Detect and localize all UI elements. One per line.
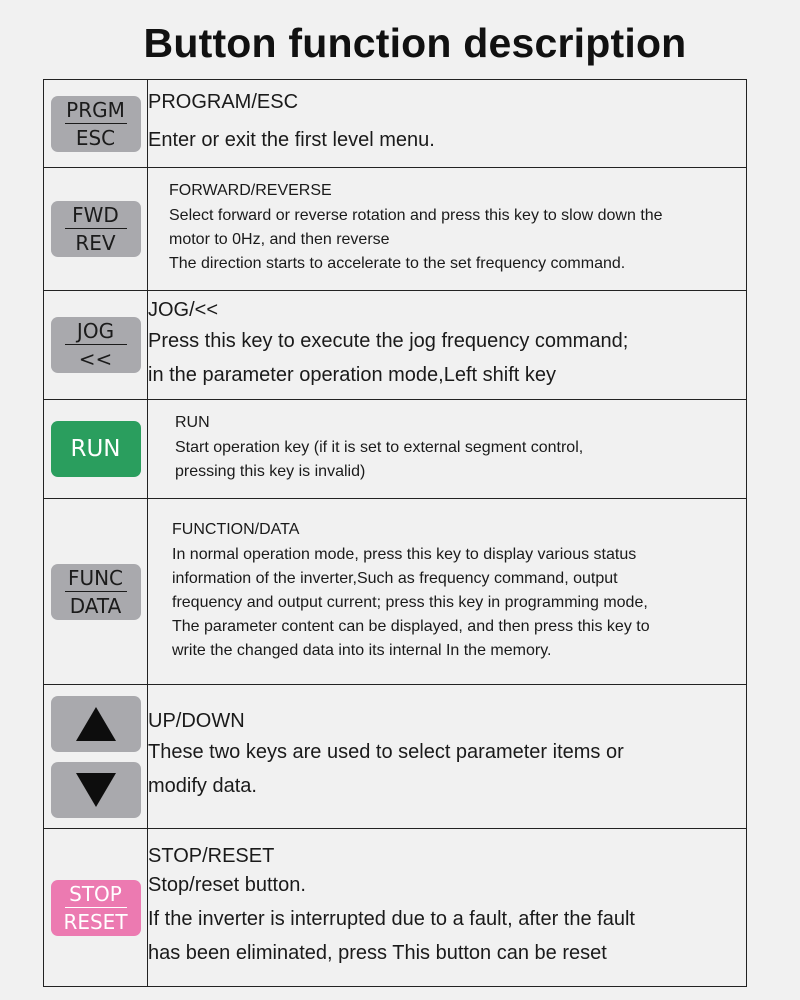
table-row <box>44 80 747 168</box>
row-text-line: Press this key to execute the jog frequency command; <box>148 329 629 352</box>
row-heading: JOG/<< <box>148 298 219 321</box>
key-label: RUN <box>70 435 121 462</box>
description-cell <box>148 168 747 291</box>
row-text-line: Stop/reset button. <box>148 874 306 896</box>
key-bottom-label: ESC <box>75 125 116 150</box>
key-cell <box>44 499 148 685</box>
down-arrow-icon <box>74 771 118 809</box>
row-text-line: The direction starts to accelerate to the set frequency command. <box>169 255 626 272</box>
row-heading: STOP/RESET <box>148 845 275 867</box>
row-text-line: in the parameter operation mode,Left shift key <box>148 363 557 386</box>
key-top-label: JOG <box>76 319 115 343</box>
description-cell <box>148 685 747 829</box>
jog-key <box>51 317 141 373</box>
key-top-label: PRGM <box>66 97 125 122</box>
row-text-line: write the changed data into its internal In the memory. <box>172 641 552 659</box>
row-text-line: The parameter content can be displayed, and then press this key to <box>172 617 650 635</box>
row-text-line: These two keys are used to select parameter items or <box>148 741 624 763</box>
run-key <box>51 421 141 477</box>
key-cell <box>44 80 148 168</box>
key-cell <box>44 829 148 987</box>
table-row <box>44 400 747 499</box>
prgm-esc-key <box>51 96 141 152</box>
key-cell <box>44 685 148 829</box>
key-divider <box>65 344 127 345</box>
row-heading: UP/DOWN <box>148 710 245 732</box>
row-heading: FORWARD/REVERSE <box>169 182 332 199</box>
description-cell <box>148 829 747 987</box>
func-data-key <box>51 564 141 620</box>
description-cell <box>148 400 747 499</box>
key-top-label: FUNC <box>67 565 124 590</box>
key-cell <box>44 168 148 291</box>
description-cell <box>148 291 747 400</box>
key-divider <box>65 123 127 124</box>
row-text-line: Select forward or reverse rotation and press this key to slow down the <box>169 207 663 224</box>
row-heading: PROGRAM/ESC <box>148 90 299 113</box>
down-key <box>51 762 141 818</box>
key-cell <box>44 291 148 400</box>
row-text-line: In normal operation mode, press this key to display various status <box>172 545 637 563</box>
table-row <box>44 499 747 685</box>
row-text-line: modify data. <box>148 775 257 797</box>
key-top-label: STOP <box>69 881 122 906</box>
up-arrow-icon <box>74 705 118 743</box>
table-row <box>44 168 747 291</box>
row-text-line: pressing this key is invalid) <box>175 463 366 480</box>
key-bottom-label: REV <box>75 231 116 255</box>
row-heading: FUNCTION/DATA <box>172 520 300 538</box>
key-divider <box>65 228 127 229</box>
key-bottom-label: << <box>78 347 113 371</box>
row-text-line: has been eliminated, press This button can be reset <box>148 942 607 964</box>
stop-reset-key <box>51 880 141 936</box>
row-text-line: Start operation key (if it is set to external segment control, <box>175 439 584 456</box>
key-top-label: FWD <box>72 203 119 227</box>
description-cell <box>148 80 747 168</box>
table-row <box>44 685 747 829</box>
row-heading: RUN <box>175 414 210 431</box>
row-text-line: frequency and output current; press this key in programming mode, <box>172 593 648 611</box>
description-cell <box>148 499 747 685</box>
button-function-table <box>43 79 747 987</box>
row-text-line: If the inverter is interrupted due to a fault, after the fault <box>148 908 635 930</box>
page-title: Button function description <box>143 20 687 66</box>
key-bottom-label: RESET <box>63 909 128 934</box>
row-text-line: motor to 0Hz, and then reverse <box>169 231 390 248</box>
key-bottom-label: DATA <box>69 593 122 618</box>
row-text-line: Enter or exit the first level menu. <box>148 128 435 151</box>
key-divider <box>65 591 127 592</box>
row-text-line: information of the inverter,Such as frequency command, output <box>172 569 618 587</box>
key-cell <box>44 400 148 499</box>
fwd-rev-key <box>51 201 141 257</box>
table-row <box>44 829 747 987</box>
up-key <box>51 696 141 752</box>
key-divider <box>65 907 127 908</box>
table-row <box>44 291 747 400</box>
